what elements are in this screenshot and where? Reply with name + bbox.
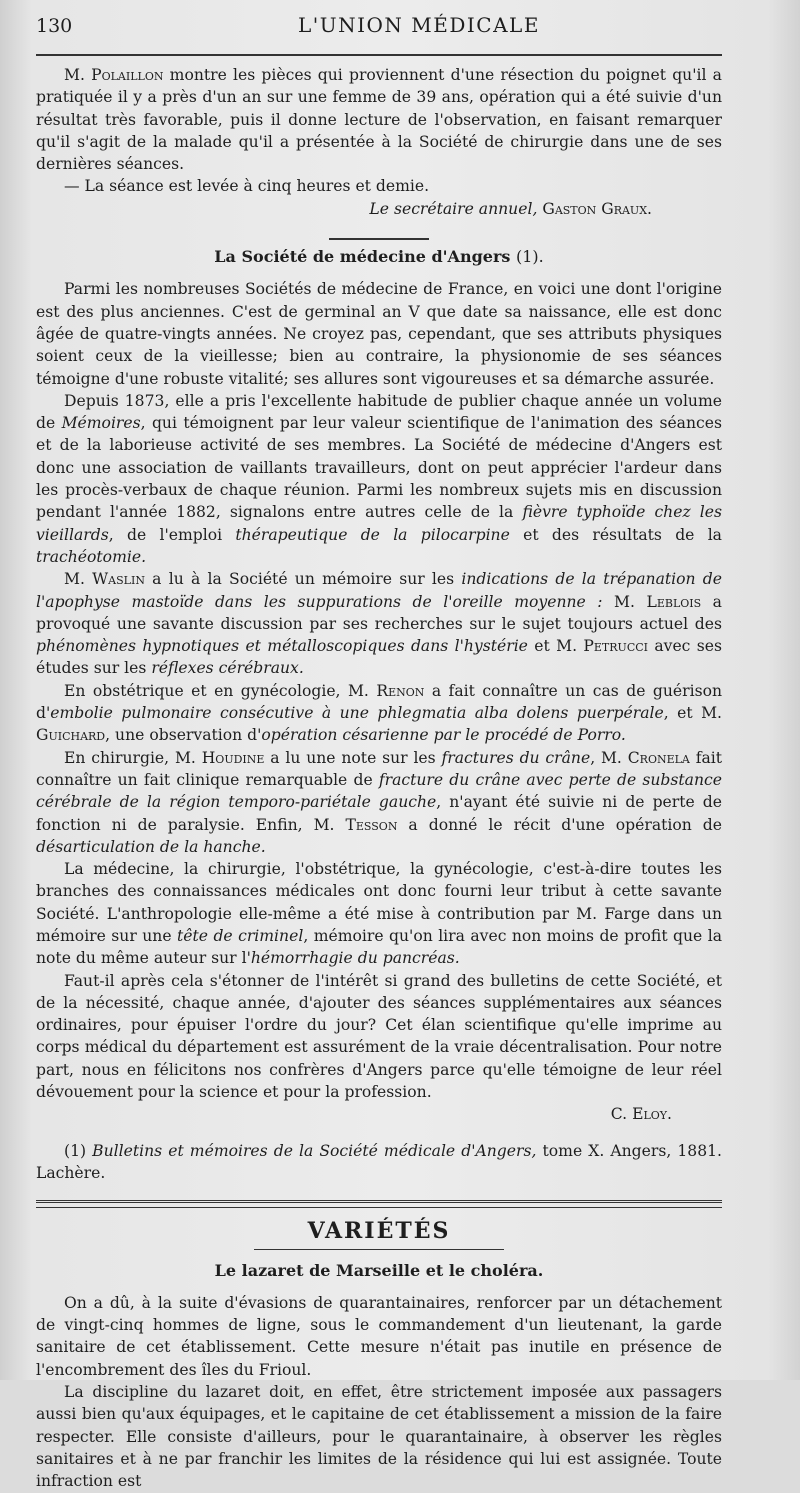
text-run: , une observation d' [105,726,262,745]
italic-run: opération césarienne par le procédé de Porro. [261,726,626,745]
italic-run: fractures du crâne [441,748,591,767]
author-name: Cronela [627,748,690,767]
section-title-text: La Société de médecine d'Angers [214,247,511,267]
author-name: Leblois [646,592,702,611]
paragraph-memoires [36,390,722,568]
text-run: a provoqué une savante discussion par ses recherches sur le sujet toujours actuel des [36,592,722,633]
italic-run: indications de la trépanation de l'apophyse mastoïde dans les suppurations de l'oreille moyenne : [36,570,723,611]
header-rule [36,54,722,56]
paragraph-waslin [36,568,722,679]
footnote-reference: (1). [515,247,544,267]
text-run: , et M. [663,704,723,723]
secretary-signature [36,198,652,220]
author-name: Houdine [201,748,265,767]
text-run: , M. [590,748,628,767]
text-run: , qui témoignent par leur valeur scientifique de l'animation des séances et de la laborieuse activité de ses membres. La Société de médecine d'Angers est donc une association de vaillants travailleurs, dont on peut apprécier l'ardeur dans les procès-verbaux de chaque réunion. Parmi les nombreux sujets mis en discussion pendant l'année 1882, signalons entre autres celle de la [36,414,722,522]
author-name: M. Waslin [64,570,145,589]
section-double-rule [36,1200,722,1208]
text-run: Depuis 1873, elle a pris l'excellente habitude de publier chaque année un volume de [36,391,722,433]
session-closing: — La séance est levée à cinq heures et demie. [64,177,430,196]
article-title-lazaret: Le lazaret de Marseille et le choléra. [214,1260,544,1280]
signature-role: Le secrétaire annuel, [369,199,538,218]
author-name: Renon [376,681,425,700]
journal-title: L'UNION MÉDICALE [298,13,540,37]
italic-run: embolie pulmonaire consécutive à une phlegmatia alba dolens puerpérale [50,704,664,723]
italic-run: Mémoires [61,414,141,433]
paragraph-polaillon [36,64,722,175]
text-run: En chirurgie, M. [64,748,202,767]
italic-run: trachéotomie. [36,547,147,566]
italic-run: fièvre typhoïde chez les vieillards [36,503,722,544]
section-divider [329,238,429,240]
author-signature [36,1103,672,1125]
author-name: Tesson [345,815,398,834]
text-run: a lu une note sur les [264,748,442,767]
text-run: En obstétrique et en gynécologie, M. [64,681,377,700]
italic-run: thérapeutique de la pilocarpine [235,525,510,544]
footnote-text: tome X. Angers, 1881. Lachère. [36,1141,722,1182]
paragraph-obstetrics [36,680,722,747]
page-header [36,14,722,46]
text-run: fait connaître un fait clinique remarquable de [36,748,723,789]
paragraph-lazaret-guard: On a dû, à la suite d'évasions de quarantainaires, renforcer par un détachement de vingt-cinq hommes de ligne, sous le commandement d'un lieutenant, la garde sanitaire de cet établissement. Cette mesure n'était pas inutile en présence de l'encombrement des îles du Frioul. [36,1293,722,1379]
paragraph-branches [36,858,722,969]
text-run: , de l'emploi [108,525,236,544]
text-run: a fait connaître un cas de guérison d' [36,681,722,723]
signature-name: C. Eloy. [610,1105,672,1124]
text-run: et M. [527,637,584,656]
section-title-varietes: VARIÉTÉS [307,1218,451,1245]
italic-run: phénomènes hypnotiques et métalloscopiques dans l'hystérie [36,637,528,656]
text-run: et des résultats de la [509,525,722,544]
paragraph-conclusion: Faut-il après cela s'étonner de l'intérêt si grand des bulletins de cette Société, et de la nécessité, chaque année, d'ajouter des séances supplémentaires aux séances ordinaires, pour épuiser l'ordre du jour? Cet élan scientifique qu'elle imprime au corps médical du département est assurément de la vraie décentralisation. Pour notre part, nous en félicitons nos confrères d'Angers parce qu'elle témoigne de leur réel dévouement pour la science et pour la profession. [36,971,722,1102]
paragraph-text: montre les pièces qui proviennent d'une résection du poignet qu'il a pratiquée il y a près d'un an sur une femme de 39 ans, opération qui a été suivie d'un résultat très favorable, puis il donne lecture de l'observation, en faisant remarquer qu'il s'agit de la malade qu'il a présentée à la Société de chirurgie dans une de ses dernières séances. [36,66,722,174]
italic-run: hémorrhagie du pancréas. [250,949,460,968]
text-run: a donné le récit d'une opération de [397,815,722,834]
title-underline [254,1249,504,1250]
italic-run: réflexes cérébraux. [151,659,304,678]
italic-run: fracture du crâne avec perte de substance cérébrale de la région temporo-pariétale gauche [36,770,722,812]
paragraph-lazaret-discipline: La discipline du lazaret doit, en effet, être strictement imposée aux passagers aussi bien qu'aux équipages, et le capitaine de cet établissement a mission de la faire respecter. Elle consiste d'ailleurs, pour le quarantainaire, à observer les règles sanitaires et à ne par franchir les limites de la résidence qui lui est assignée. Toute infraction est [36,1383,722,1491]
section-title-angers [36,246,722,268]
author-name: M. Polaillon [64,66,164,84]
text-run: M. [602,592,647,611]
author-name: Petrucci [583,637,648,656]
signature-name: Gaston Graux. [542,199,652,218]
text-run: , n'ayant été suivie ni de perte de fonction ni de paralysie. Enfin, M. [36,793,722,834]
text-run: a lu à la Société un mémoire sur les [144,570,462,589]
author-name: Guichard [36,726,106,745]
paragraph-surgery [36,747,722,858]
footnote-title: Bulletins et mémoires de la Société médicale d'Angers, [92,1141,537,1160]
footnote [36,1140,722,1185]
italic-run: désarticulation de la hanche. [36,837,266,856]
text-run: , mémoire qu'on lira avec non moins de profit que la note du même auteur sur l' [36,926,723,968]
page-number: 130 [36,15,73,37]
text-run: avec ses études sur les [36,637,723,678]
italic-run: tête de criminel [177,926,304,945]
footnote-number: (1) [64,1141,87,1160]
text-run: La médecine, la chirurgie, l'obstétrique, la gynécologie, c'est-à-dire toutes les branches des connaissances médicales ont donc fourni leur tribut à cette savante Société. L'anthropologie elle-même a été mise à contribution par M. Farge dans un mémoire sur une [36,860,722,945]
paragraph-origins: Parmi les nombreuses Sociétés de médecine de France, en voici une dont l'origine est des plus anciennes. C'est de germinal an V que date sa naissance, elle est donc âgée de quatre-vingts années. Ne croyez pas, cependant, que ses attributs physiques soient ceux de la vieillesse; bien au contraire, la physionomie de ses séances témoigne d'une robuste vitalité; ses allures sont vigoureuses et sa démarche assurée. [36,280,722,388]
